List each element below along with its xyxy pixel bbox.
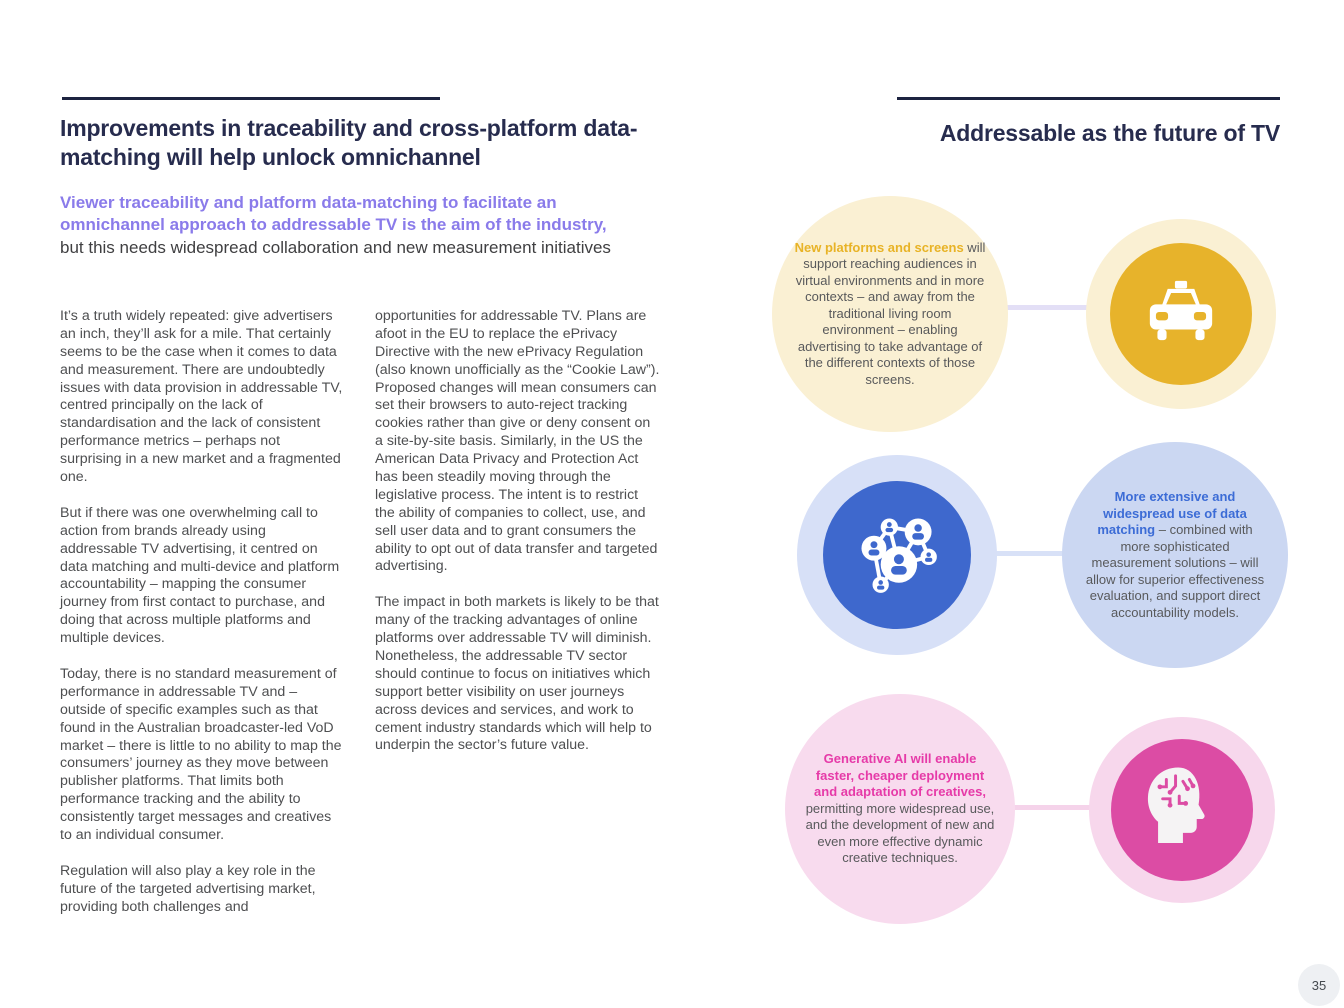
bubble-icon-ring bbox=[797, 455, 997, 655]
page-number-badge bbox=[1298, 964, 1340, 1006]
body-column-2 bbox=[375, 308, 660, 935]
bubble-data-matching bbox=[1062, 442, 1288, 668]
bubble-icon-circle bbox=[1110, 243, 1252, 385]
body-paragraph: But if there was one overwhelming call to action from brands already using addressable TV advertising, it centred on data matching and multi-device and platform accountability – mapping the consumer journey from first contact to purchase, and doing that across multiple platforms and multiple devices. bbox=[60, 504, 340, 647]
bubble-text bbox=[785, 751, 1015, 867]
body-paragraph: The impact in both markets is likely to be that many of the tracking advantages of online platforms over addressable TV will diminish. Nonetheless, the addressable TV sector should continue to focus on initiatives which support better visibility on user journeys across devices and services, and work to cement industry standards which will help to underpin the sector’s future value. bbox=[375, 594, 659, 754]
bubble-new-platforms bbox=[772, 196, 1008, 432]
bubble-icon-circle bbox=[1111, 739, 1253, 881]
taxi-icon bbox=[1143, 274, 1219, 355]
body-paragraph: Today, there is no standard measurement of performance in addressable TV and – outside of specific examples such as that found in the Australian broadcaster-led VoD market – there is little to no ability to map the consumers’ journey as they move between publisher platforms. That limits both performance tracking and the ability to consistently target messages and creatives to an individual consumer. bbox=[60, 666, 342, 844]
bubble-icon-ring bbox=[1089, 717, 1275, 903]
right-section-rule bbox=[897, 97, 1280, 100]
bubble-lead-text: Generative AI will enable faster, cheaper deployment and adaptation of creatives, bbox=[814, 751, 986, 800]
body-paragraph: It’s a truth widely repeated: give advertisers an inch, they’ll ask for a mile. That certainly seems to be the case when it comes to data and measurement. There are undoubtedly issues with data provision in addressable TV, centred principally on the lack of standardisation and the lack of consistent performance metrics – perhaps not surprising in a new market and a fragmented one. bbox=[60, 308, 343, 486]
bubble-body-text: permitting more widespread use, and the development of new and even more effective dynamic creative techniques. bbox=[805, 800, 995, 866]
body-paragraph: Regulation will also play a key role in the future of the targeted advertising market, providing both challenges and bbox=[60, 862, 316, 915]
bubble-icon-circle bbox=[823, 481, 971, 629]
right-page-title: Addressable as the future of TV bbox=[939, 120, 1280, 146]
connector-line bbox=[1000, 805, 1100, 810]
page-number: 35 bbox=[1311, 977, 1327, 993]
bubble-body-text: – combined with more sophisticated measurement solutions – will allow for superior effectiveness evaluation, and support direct accountability models. bbox=[1085, 522, 1265, 620]
connector-line bbox=[995, 305, 1097, 310]
left-subheading bbox=[60, 192, 632, 259]
ai-head-icon bbox=[1136, 762, 1228, 859]
left-page-title: Improvements in traceability and cross-platform data-matching will help unlock omnichannel bbox=[60, 115, 638, 170]
subheading-highlight: Viewer traceability and platform data-matching to facilitate an omnichannel approach to addressable TV is the aim of the industry, bbox=[60, 193, 607, 235]
bubble-text bbox=[1062, 489, 1288, 621]
bubble-generative-ai bbox=[785, 694, 1015, 924]
bubble-icon-ring bbox=[1086, 219, 1276, 409]
subheading-rest: but this needs widespread collaboration and new measurement initiatives bbox=[60, 237, 611, 257]
bubble-lead-text: More extensive and widespread use of data matching bbox=[1097, 489, 1247, 537]
body-columns bbox=[60, 308, 660, 935]
bubble-body-text: will support reaching audiences in virtual environments and in more contexts – and away from the traditional living room environment – enabling advertising to take advantage of the different contexts of those screens. bbox=[795, 239, 986, 387]
bubble-lead-text: New platforms and screens bbox=[794, 239, 964, 255]
body-column-1 bbox=[60, 308, 345, 935]
network-users-icon bbox=[849, 505, 945, 606]
body-paragraph: opportunities for addressable TV. Plans are afoot in the EU to replace the ePrivacy Directive with the new ePrivacy Regulation (also known unofficially as the “Cookie Law”). Proposed changes will mean consumers can set their browsers to auto-reject tracking cookies rather than give or deny consent on a site-by-site basis. Similarly, in the US the American Data Privacy and Protection Act has been steadily moving through the legislative process. The intent is to restrict the ability of companies to collect, use, and sell user data and to grant consumers the ability to opt out of data transfer and targeted advertising. bbox=[375, 308, 660, 575]
bubble-text bbox=[772, 240, 1008, 389]
left-section-rule bbox=[62, 97, 440, 100]
